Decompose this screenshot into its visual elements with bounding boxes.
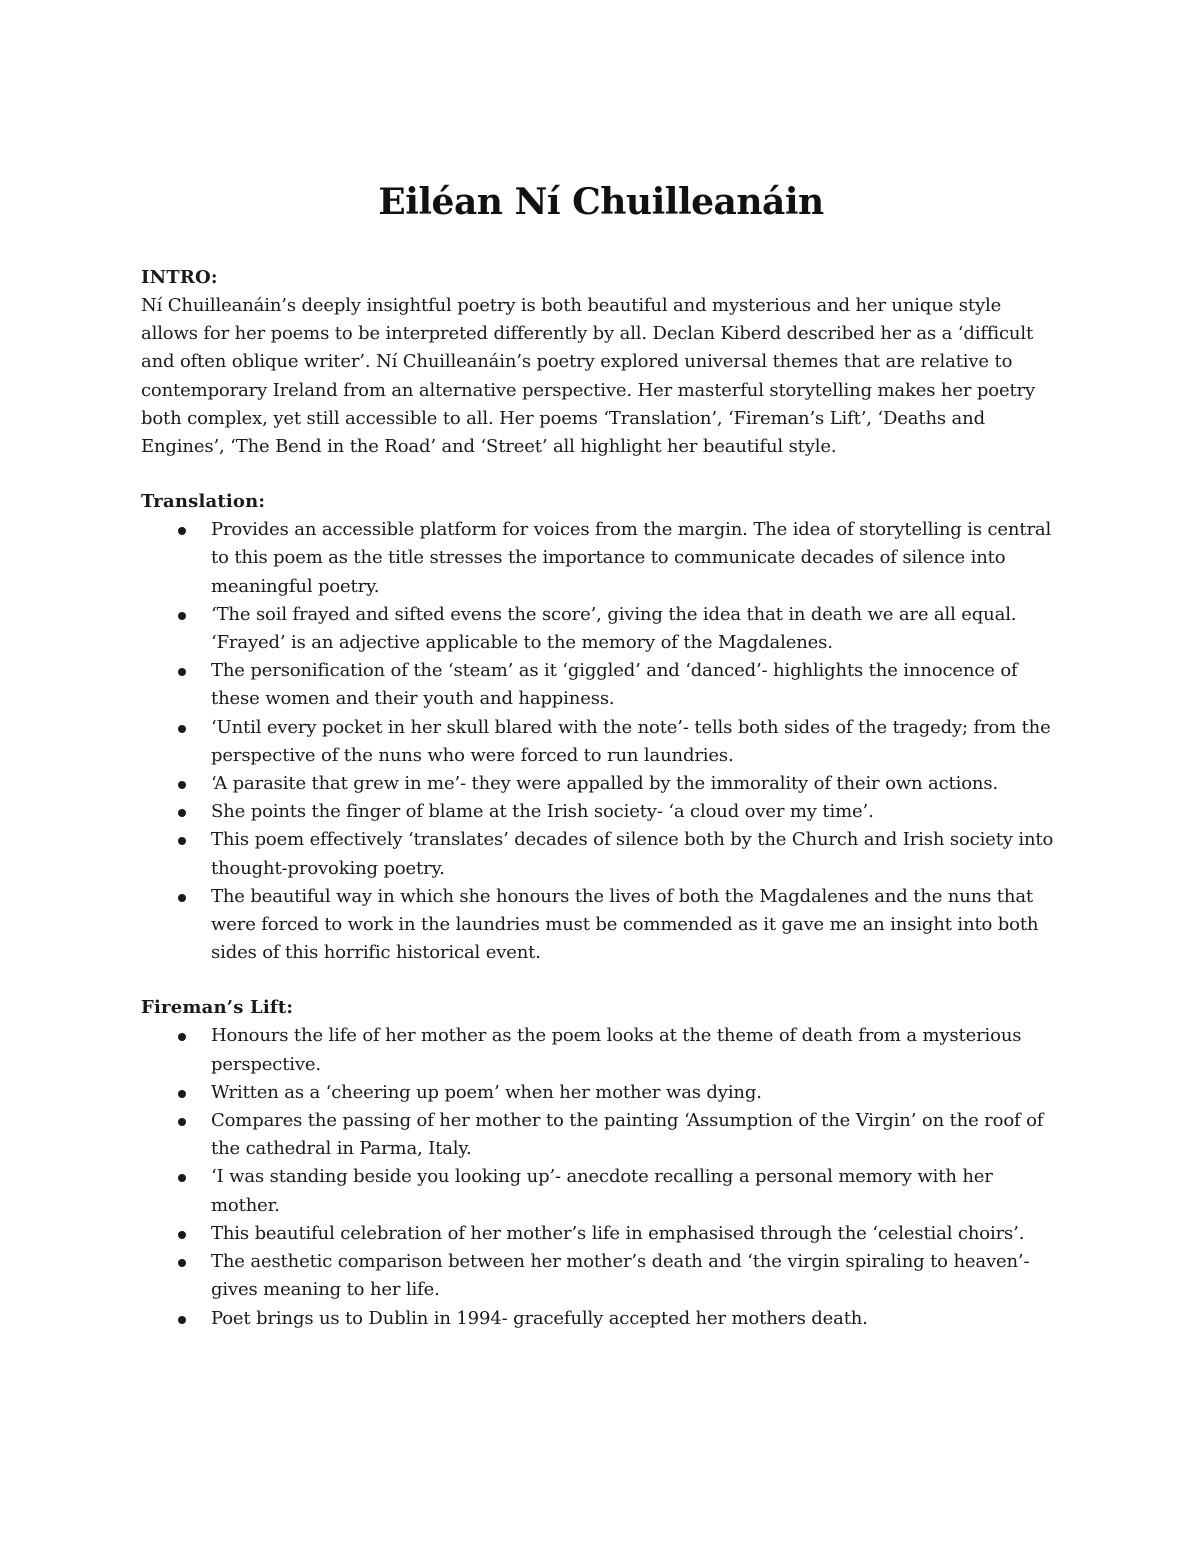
list-item (141, 1163, 1061, 1219)
list-item-text: ‘Until every pocket in her skull blared with the note’- tells both sides of the tragedy; from the perspective of the nuns who were forced to run laundries. (211, 716, 1051, 766)
document-content (141, 176, 1061, 1333)
list-item-text: ‘A parasite that grew in me’- they were appalled by the immorality of their own actions. (211, 773, 999, 795)
list-item (141, 1305, 1061, 1333)
bullet-icon (178, 1316, 186, 1324)
list-item (141, 657, 1061, 713)
list-item-text: ‘The soil frayed and sifted evens the score’, giving the idea that in death we are all equal. ‘Frayed’ is an adjective applicable to the memory of the Magdalenes. (211, 603, 1017, 654)
list-item-text: Provides an accessible platform for voices from the margin. The idea of storytelling is central to this poem as the title stresses the importance to communicate decades of silence into meaningful poetry. (211, 519, 1052, 597)
bullet-icon (178, 527, 186, 535)
list-item (141, 798, 1061, 826)
list-item-text: This poem effectively ‘translates’ decades of silence both by the Church and Irish society into thought-provoking poetry. (211, 829, 1054, 879)
intro-paragraph: Ní Chuilleanáin’s deeply insightful poetry is both beautiful and mysterious and her unique style allows for her poems to be interpreted differently by all. Declan Kiberd described her as a ‘difficult and often oblique writer’. Ní Chuilleanáin’s poetry explored universal themes that are relative to contemporary Ireland from an alternative perspective. Her masterful storytelling makes her poetry both complex, yet still accessible to all. Her poems ‘Translation’, ‘Fireman’s Lift’, ‘Deaths and Engines’, ‘The Bend in the Road’ and ‘Street’ all highlight her beautiful style. (141, 295, 1036, 458)
list-item-text: Compares the passing of her mother to the painting ‘Assumption of the Virgin’ on the roof of the cathedral in Parma, Italy. (211, 1110, 1044, 1160)
list-item (141, 601, 1061, 657)
bullet-icon (178, 1174, 186, 1182)
bullet-icon (178, 1259, 186, 1267)
list-item-text: The beautiful way in which she honours the lives of both the Magdalenes and the nuns that were forced to work in the laundries must be commended as it gave me an insight into both sides of this horrific historical event. (211, 885, 1039, 964)
list-item-text: The aesthetic comparison between her mother’s death and ‘the virgin spiraling to heaven’- gives meaning to her life. (211, 1251, 1030, 1301)
bullet-icon (178, 1090, 186, 1098)
list-item-text: Honours the life of her mother as the poem looks at the theme of death from a mysterious perspective. (211, 1025, 1022, 1075)
translation-bullet-list (141, 516, 1061, 967)
list-item-text: ‘I was standing beside you looking up’- anecdote recalling a personal memory with her mother. (211, 1166, 993, 1216)
list-item-text: Poet brings us to Dublin in 1994- gracefully accepted her mothers death. (211, 1307, 868, 1329)
bullet-icon (178, 1033, 186, 1041)
list-item-text: Written as a ‘cheering up poem’ when her mother was dying. (211, 1081, 762, 1103)
bullet-icon (178, 809, 186, 817)
document-title: Eiléan Ní Chuilleanáin (378, 181, 824, 223)
list-item (141, 770, 1061, 798)
list-item (141, 826, 1061, 882)
list-item (141, 1107, 1061, 1163)
bullet-icon (178, 781, 186, 789)
intro-heading: INTRO: (141, 267, 218, 288)
list-item-text: This beautiful celebration of her mother’s life in emphasised through the ‘celestial choirs’. (211, 1222, 1025, 1244)
list-item-text: She points the finger of blame at the Irish society- ‘a cloud over my time’. (211, 801, 874, 823)
bullet-icon (178, 668, 186, 676)
list-item (141, 883, 1061, 968)
list-item (141, 1248, 1061, 1304)
bullet-icon (178, 894, 186, 902)
bullet-icon (178, 1118, 186, 1126)
list-item-text: The personification of the ‘steam’ as it ‘giggled’ and ‘danced’- highlights the innocence of these women and their youth and happiness. (211, 660, 1018, 710)
list-item (141, 714, 1061, 770)
list-item (141, 1022, 1061, 1078)
bullet-icon (178, 612, 186, 620)
translation-heading: Translation: (141, 491, 266, 513)
list-item (141, 1220, 1061, 1248)
bullet-icon (178, 725, 186, 733)
firemans-lift-heading: Fireman’s Lift: (141, 997, 294, 1019)
bullet-icon (178, 1231, 186, 1239)
bullet-icon (178, 837, 186, 845)
firemans-lift-bullet-list (141, 1022, 1061, 1332)
list-item (141, 1079, 1061, 1107)
list-item (141, 516, 1061, 601)
